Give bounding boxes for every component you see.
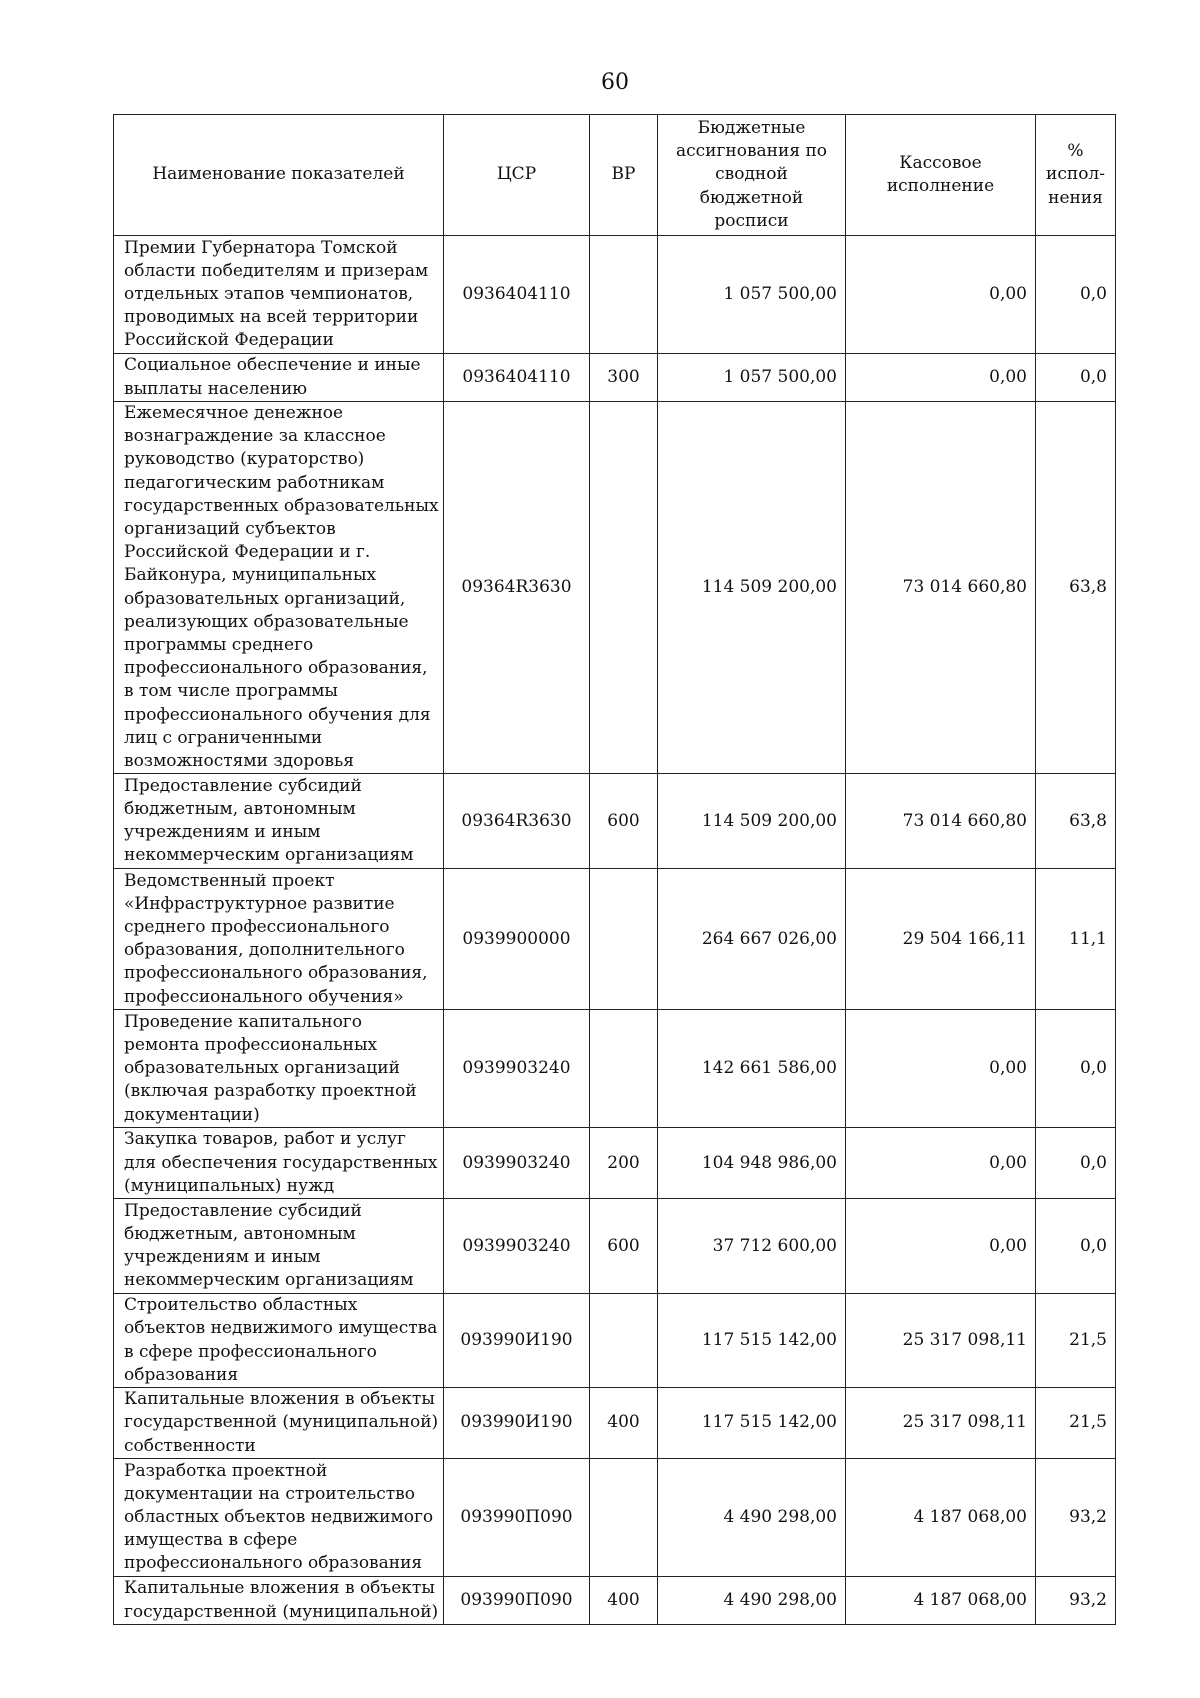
row-name: Строительство областных объектов недвижимого имущества в сфере профессионального образования <box>114 1294 444 1388</box>
row-csr: 0939900000 <box>444 869 590 1010</box>
budget-execution-table <box>113 114 1116 1625</box>
row-percent: 0,0 <box>1036 1010 1116 1128</box>
header-vr: ВР <box>590 115 658 236</box>
row-percent: 63,8 <box>1036 774 1116 869</box>
row-vr: 400 <box>590 1577 658 1625</box>
table-row <box>114 774 1116 869</box>
row-vr <box>590 1010 658 1128</box>
row-budget: 1 057 500,00 <box>658 236 846 354</box>
row-budget: 142 661 586,00 <box>658 1010 846 1128</box>
table-row <box>114 354 1116 402</box>
row-csr: 093990И190 <box>444 1294 590 1388</box>
table-row <box>114 1294 1116 1388</box>
row-name: Ведомственный проект «Инфраструктурное развитие среднего профессионального образования, дополнительного профессионального образования, профессионального обучения» <box>114 869 444 1010</box>
row-cash: 73 014 660,80 <box>846 774 1036 869</box>
row-cash: 29 504 166,11 <box>846 869 1036 1010</box>
row-percent: 63,8 <box>1036 402 1116 774</box>
row-vr <box>590 402 658 774</box>
row-csr: 093990И190 <box>444 1388 590 1459</box>
table-row <box>114 1388 1116 1459</box>
row-cash: 73 014 660,80 <box>846 402 1036 774</box>
header-percent: % испол-нения <box>1036 115 1116 236</box>
row-name: Предоставление субсидий бюджетным, автономным учреждениям и иным некоммерческим организациям <box>114 774 444 869</box>
row-vr: 400 <box>590 1388 658 1459</box>
table-header-row <box>114 115 1116 236</box>
table-row <box>114 869 1116 1010</box>
row-percent: 0,0 <box>1036 1199 1116 1294</box>
row-csr: 0939903240 <box>444 1010 590 1128</box>
row-percent: 0,0 <box>1036 354 1116 402</box>
row-csr: 0939903240 <box>444 1199 590 1294</box>
row-cash: 25 317 098,11 <box>846 1294 1036 1388</box>
row-cash: 4 187 068,00 <box>846 1459 1036 1577</box>
header-name: Наименование показателей <box>114 115 444 236</box>
row-name: Проведение капитального ремонта профессиональных образовательных организаций (включая разработку проектной документации) <box>114 1010 444 1128</box>
row-percent: 21,5 <box>1036 1294 1116 1388</box>
row-vr <box>590 869 658 1010</box>
row-cash: 0,00 <box>846 1128 1036 1199</box>
table-row <box>114 1459 1116 1577</box>
row-cash: 0,00 <box>846 1199 1036 1294</box>
row-budget: 264 667 026,00 <box>658 869 846 1010</box>
row-name: Капитальные вложения в объекты государственной (муниципальной) <box>114 1577 444 1625</box>
table-row <box>114 1199 1116 1294</box>
row-vr: 300 <box>590 354 658 402</box>
row-vr: 200 <box>590 1128 658 1199</box>
row-csr: 0939903240 <box>444 1128 590 1199</box>
table-row <box>114 402 1116 774</box>
row-budget: 104 948 986,00 <box>658 1128 846 1199</box>
row-cash: 25 317 098,11 <box>846 1388 1036 1459</box>
row-vr <box>590 1294 658 1388</box>
table-row <box>114 236 1116 354</box>
row-budget: 1 057 500,00 <box>658 354 846 402</box>
row-cash: 0,00 <box>846 354 1036 402</box>
row-budget: 4 490 298,00 <box>658 1577 846 1625</box>
header-budget: Бюджетные ассигнования по сводной бюджетной росписи <box>658 115 846 236</box>
row-percent: 93,2 <box>1036 1577 1116 1625</box>
row-percent: 93,2 <box>1036 1459 1116 1577</box>
row-name: Социальное обеспечение и иные выплаты населению <box>114 354 444 402</box>
row-vr <box>590 236 658 354</box>
row-vr <box>590 1459 658 1577</box>
row-name: Закупка товаров, работ и услуг для обеспечения государственных (муниципальных) нужд <box>114 1128 444 1199</box>
header-csr: ЦСР <box>444 115 590 236</box>
row-budget: 117 515 142,00 <box>658 1388 846 1459</box>
row-csr: 09364R3630 <box>444 402 590 774</box>
row-csr: 093990П090 <box>444 1459 590 1577</box>
row-vr: 600 <box>590 774 658 869</box>
row-csr: 09364R3630 <box>444 774 590 869</box>
table-row <box>114 1128 1116 1199</box>
row-name: Премии Губернатора Томской области победителям и призерам отдельных этапов чемпионатов, проводимых на всей территории Российской Федерации <box>114 236 444 354</box>
row-csr: 0936404110 <box>444 236 590 354</box>
row-budget: 4 490 298,00 <box>658 1459 846 1577</box>
row-vr: 600 <box>590 1199 658 1294</box>
table-row <box>114 1010 1116 1128</box>
page-number: 60 <box>601 70 629 95</box>
row-budget: 37 712 600,00 <box>658 1199 846 1294</box>
row-csr: 0936404110 <box>444 354 590 402</box>
header-cash: Кассовое исполнение <box>846 115 1036 236</box>
row-csr: 093990П090 <box>444 1577 590 1625</box>
row-cash: 0,00 <box>846 236 1036 354</box>
row-budget: 114 509 200,00 <box>658 402 846 774</box>
row-percent: 11,1 <box>1036 869 1116 1010</box>
row-cash: 4 187 068,00 <box>846 1577 1036 1625</box>
row-percent: 0,0 <box>1036 1128 1116 1199</box>
row-percent: 0,0 <box>1036 236 1116 354</box>
row-name: Разработка проектной документации на строительство областных объектов недвижимого имущества в сфере профессионального образования <box>114 1459 444 1577</box>
row-budget: 117 515 142,00 <box>658 1294 846 1388</box>
row-budget: 114 509 200,00 <box>658 774 846 869</box>
row-name: Ежемесячное денежное вознаграждение за классное руководство (кураторство) педагогическим работникам государственных образовательных организаций субъектов Российской Федерации и г. Байконура, муниципальных образовательных организаций, реализующих образовательные программы среднего профессионального образования, в том числе программы профессионального обучения для лиц с ограниченными возможностями здоровья <box>114 402 444 774</box>
row-name: Предоставление субсидий бюджетным, автономным учреждениям и иным некоммерческим организациям <box>114 1199 444 1294</box>
row-name: Капитальные вложения в объекты государственной (муниципальной) собственности <box>114 1388 444 1459</box>
row-cash: 0,00 <box>846 1010 1036 1128</box>
table-row <box>114 1577 1116 1625</box>
row-percent: 21,5 <box>1036 1388 1116 1459</box>
